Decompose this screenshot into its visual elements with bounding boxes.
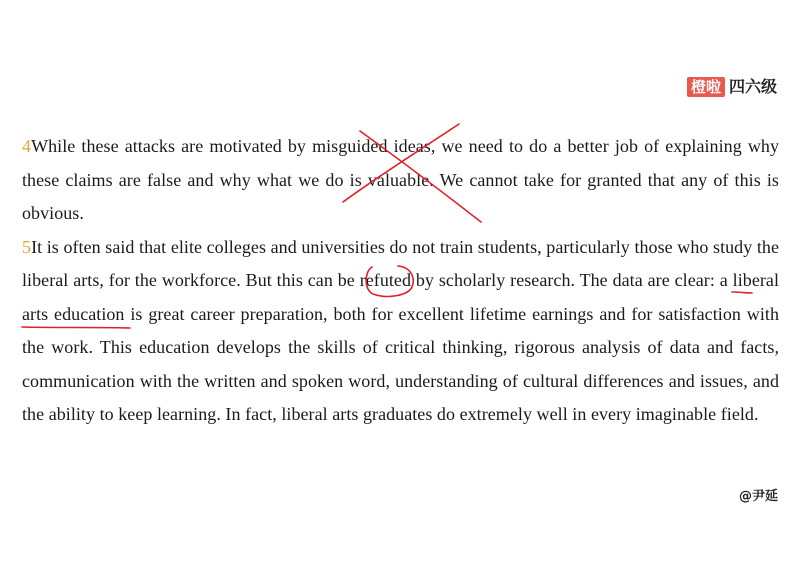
paragraph-4 [22,130,779,231]
brand-badge: 橙啦 [687,77,725,97]
paragraph-5 [22,231,779,432]
paragraph-text: While these attacks are motivated by misguided ideas, we need to do a better job of explaining why these claims are false and why what we do is valuable. We cannot take for granted that any of this is obvious. [22,136,779,223]
paragraph-number: 4 [22,136,32,156]
brand-logo [687,77,777,97]
author-signature: @尹延 [738,489,778,504]
paragraph-text: It is often said that elite colleges and universities do not train students, particularly those who study the liberal arts, for the workforce. But this can be refuted by scholarly research. The data are clear: a liberal arts education is great career preparation, both for excellent lifetime earnings and for satisfaction with the work. This education develops the skills of critical thinking, rigorous analysis of data and facts, communication with the written and spoken word, understanding of cultural differences and issues, and the ability to keep learning. In fact, liberal arts graduates do extremely well in every imaginable field. [22,236,779,424]
paragraph-number: 5 [22,236,32,257]
brand-text: 四六级 [728,77,777,96]
article-body [22,130,779,432]
